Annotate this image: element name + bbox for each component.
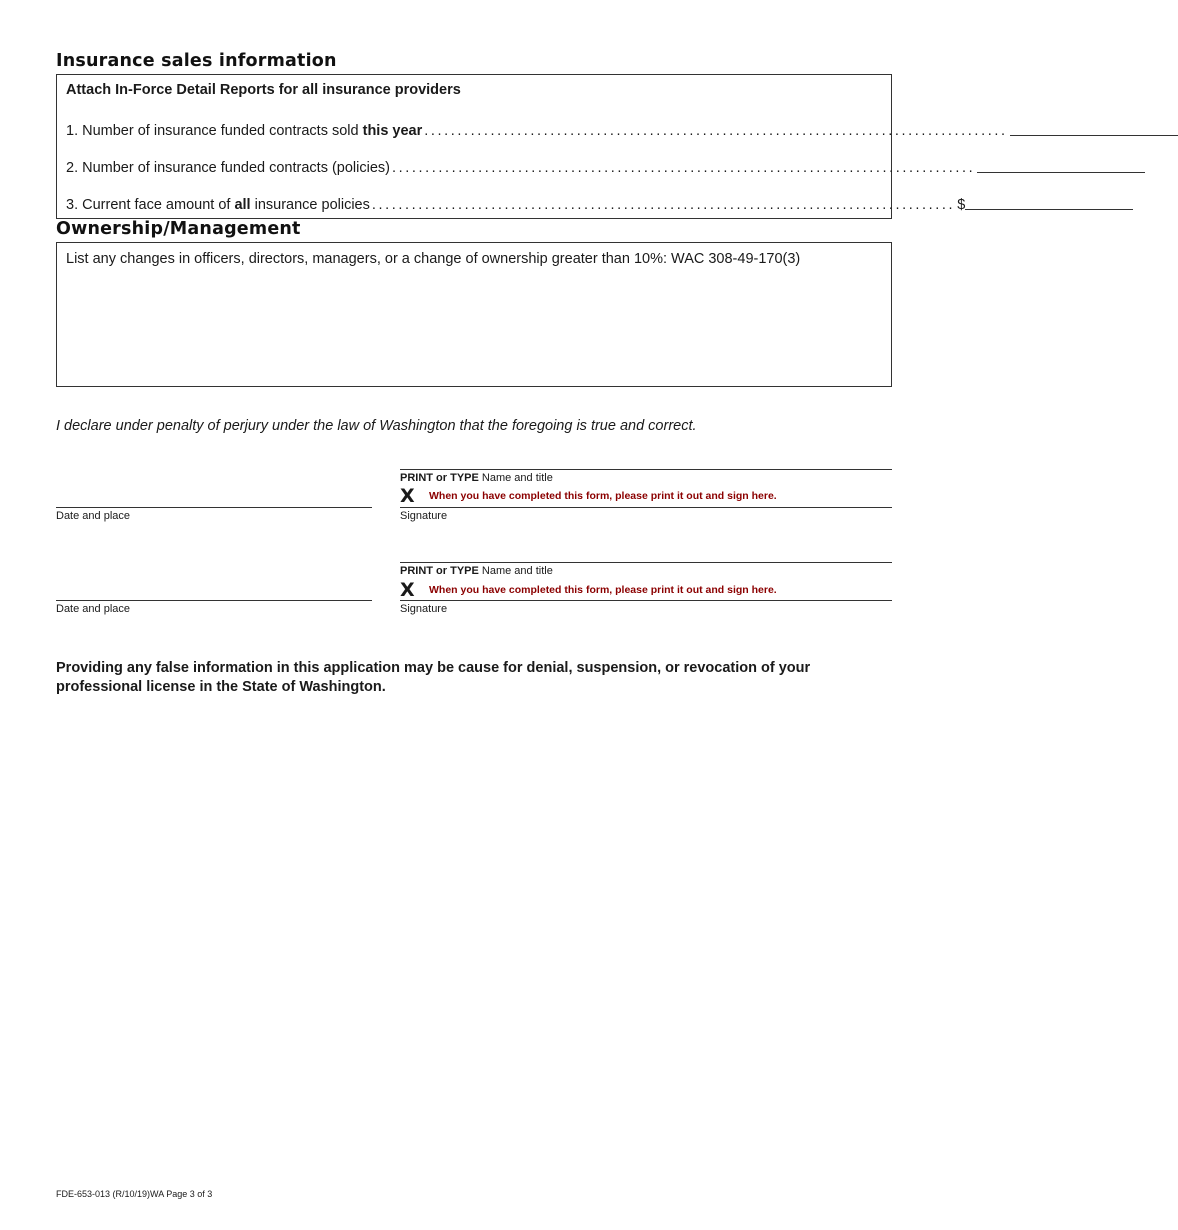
date-place-label: Date and place xyxy=(56,603,130,615)
name-title-line[interactable] xyxy=(400,469,892,470)
ownership-box[interactable] xyxy=(56,242,892,387)
insurance-item-1 xyxy=(66,119,1008,139)
signature-label: Signature xyxy=(400,510,448,522)
contracts-sold-field[interactable] xyxy=(1010,121,1178,136)
face-amount-field[interactable] xyxy=(965,195,1133,210)
date-place-label: Date and place xyxy=(56,510,130,522)
item-label: 1. Number of insurance funded contracts sold this year xyxy=(66,123,423,139)
false-information-warning: Providing any false information in this application may be cause for denial, suspension, or revocation of your professional license in the State of Washington. xyxy=(56,660,811,695)
signature-label: Signature xyxy=(400,603,448,615)
insurance-box-title: Attach In-Force Detail Reports for all insurance providers xyxy=(66,82,461,98)
contracts-policies-field[interactable] xyxy=(977,158,1145,173)
declaration-text: I declare under penalty of perjury under the law of Washington that the foregoing is true and correct. xyxy=(56,418,697,434)
leader-dots: ........................................................................................ xyxy=(424,123,1008,139)
print-sign-notice: When you have completed this form, please print it out and sign here. xyxy=(429,584,777,596)
print-sign-notice: When you have completed this form, please print it out and sign here. xyxy=(429,490,777,502)
date-place-line[interactable] xyxy=(56,507,372,508)
date-place-line[interactable] xyxy=(56,600,372,601)
x-mark-icon: X xyxy=(400,579,415,601)
insurance-box xyxy=(56,74,1008,219)
x-mark-icon: X xyxy=(400,485,415,507)
ownership-heading: Ownership/Management xyxy=(56,219,301,239)
leader-dots: ........................................................................................ xyxy=(392,160,976,176)
name-title-line[interactable] xyxy=(400,562,892,563)
insurance-item-3 xyxy=(66,193,966,213)
signature-line[interactable] xyxy=(400,507,892,508)
ownership-instruction: List any changes in officers, directors, managers, or a change of ownership greater than 10%: WAC 308-49-170(3) xyxy=(66,251,801,267)
insurance-item-2 xyxy=(66,156,976,176)
item-label: 3. Current face amount of all insurance policies xyxy=(66,197,370,213)
dollar-sign: $ xyxy=(957,197,966,213)
leader-dots: ........................................................................................ xyxy=(371,197,956,213)
print-name-label: PRINT or TYPE Name and title xyxy=(400,472,553,484)
signature-line[interactable] xyxy=(400,600,892,601)
item-label: 2. Number of insurance funded contracts (policies) xyxy=(66,160,390,176)
print-name-label: PRINT or TYPE Name and title xyxy=(400,565,553,577)
form-footer: FDE-653-013 (R/10/19)WA Page 3 of 3 xyxy=(56,1189,213,1199)
insurance-heading: Insurance sales information xyxy=(56,51,337,71)
